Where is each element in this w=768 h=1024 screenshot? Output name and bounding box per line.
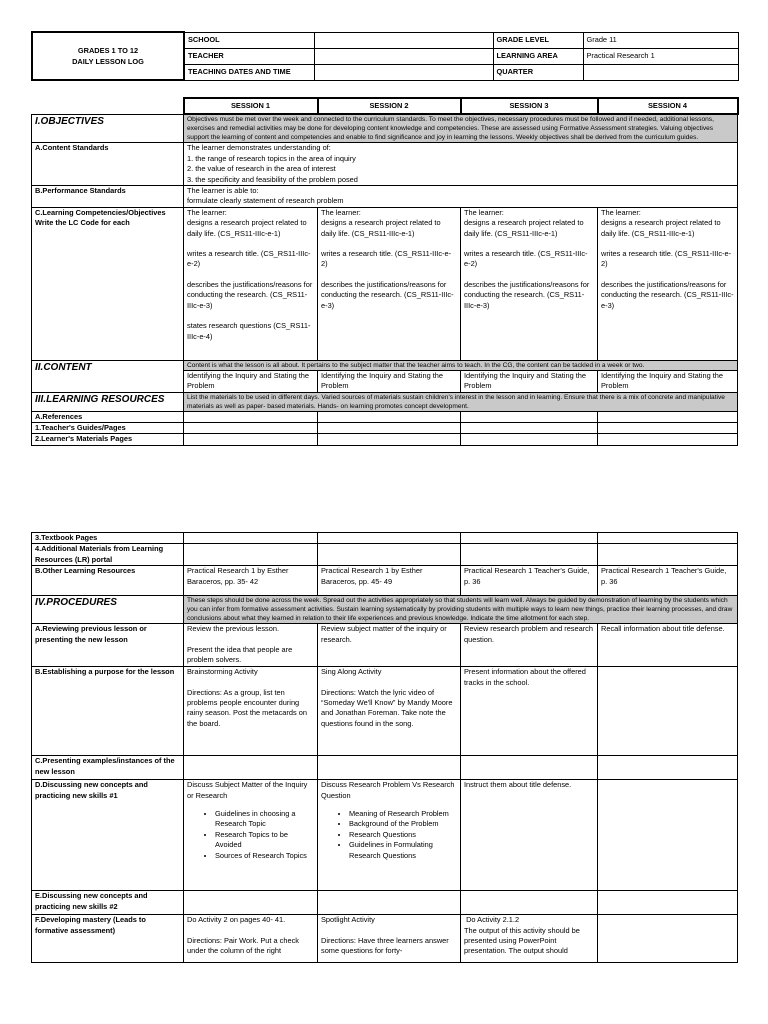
quarter-label: QUARTER (493, 64, 583, 80)
competency-item: states research questions (CS_RS11-IIIc-e-4) (187, 321, 311, 341)
procedure-text: Review the previous lesson. (187, 624, 280, 634)
doc-title (32, 32, 184, 80)
procedure-b-s3 (461, 667, 598, 756)
other-resources-s4: Practical Research 1 Teacher's Guide, p. 36 (598, 566, 738, 596)
competency-item: writes a research title. (CS_RS11-IIIc-e-2) (601, 249, 732, 269)
learning-resources-note: List the materials to be used in different days. Varied sources of materials sustain children's interest in the lesson and in learning. Ensure that there is a mix of concrete and manipulative materials as well as paper- based materials. Hands- on learning promotes concept development. (184, 392, 738, 411)
teacher-label: TEACHER (184, 48, 314, 64)
header-table (31, 31, 739, 81)
procedure-a-label: A.Reviewing previous lesson or presenting the new lesson (32, 624, 184, 667)
procedure-text: Sing Along Activity (321, 667, 382, 677)
procedure-text: Directions: As a group, list ten problems people encounter during rainy season. Post the metacards on the board. (187, 687, 310, 728)
content-standards-line: The learner demonstrates understanding of: (187, 143, 331, 153)
content-standards-text (184, 143, 738, 186)
competencies-session-3 (461, 207, 598, 360)
list-item: • Sources of Research Topics (215, 851, 314, 861)
procedure-c-s4 (598, 756, 738, 780)
learning-resources-heading: III.LEARNING RESOURCES (32, 392, 184, 411)
procedures-note: These steps should be done across the week. Spread out the activities appropriately so that students will learn well. Always be guided by demonstration of learning by the students which you can infer from formative assessment activities. Sustain learning systematically by providing students with multiple ways to learn new things, practice their learning processes, and draw conclusions about what they learned in relation to their life experiences and previous knowledge. Indicate the time allotment for each step. (184, 596, 738, 624)
session-2-header: SESSION 2 (318, 98, 461, 114)
grade-level-field[interactable]: Grade 11 (583, 32, 738, 48)
procedure-e-label: E.Discussing new concepts and practicing new skills #2 (32, 891, 184, 915)
content-standards-line: 2. the value of research in the area of interest (187, 164, 336, 174)
content-session-1: Identifying the Inquiry and Stating the Problem (184, 370, 318, 392)
textbook-s2 (318, 533, 461, 544)
learners-materials-label: 2.Learner's Materials Pages (32, 434, 184, 445)
procedure-e-s4 (598, 891, 738, 915)
objectives-heading: I.OBJECTIVES (32, 114, 184, 143)
procedure-f-s3 (461, 915, 598, 963)
school-label: SCHOOL (184, 32, 314, 48)
learners-materials-s1 (184, 434, 318, 445)
textbook-s1 (184, 533, 318, 544)
session-1-header: SESSION 1 (184, 98, 318, 114)
additional-s2 (318, 544, 461, 566)
references-s4 (598, 411, 738, 422)
textbook-s3 (461, 533, 598, 544)
sessions-corner (32, 98, 184, 114)
procedure-text: Review subject matter of the inquiry or research. (321, 624, 449, 644)
learning-area-field[interactable]: Practical Research 1 (583, 48, 738, 64)
procedure-text: Do Activity 2.1.2 The output of this activity should be presented using PowerPoint presentation. The output should (464, 915, 580, 956)
learners-materials-s3 (461, 434, 598, 445)
additional-s4 (598, 544, 738, 566)
procedure-text: Brainstorming Activity (187, 667, 258, 677)
procedure-text: Discuss Subject Matter of the Inquiry or Research (187, 780, 308, 800)
content-session-3: Identifying the Inquiry and Stating the Problem (461, 370, 598, 392)
teachers-guides-s1 (184, 423, 318, 434)
additional-materials-label: 4.Additional Materials from Learning Resources (LR) portal (32, 544, 184, 566)
procedure-b-s2 (318, 667, 461, 756)
competencies-session-4 (598, 207, 738, 360)
teachers-guides-label: 1.Teacher's Guides/Pages (32, 423, 184, 434)
competencies-session-2 (318, 207, 461, 360)
procedure-e-s3 (461, 891, 598, 915)
content-standards-line: 1. the range of research topics in the area of inquiry (187, 153, 356, 163)
procedure-c-s3 (461, 756, 598, 780)
procedure-text: Directions: Have three learners answer some questions for forty- (321, 935, 451, 956)
procedure-b-s4 (598, 667, 738, 756)
textbook-s4 (598, 533, 738, 544)
other-resources-s2: Practical Research 1 by Esther Baraceros, pp. 45- 49 (318, 566, 461, 596)
procedure-text: Spotlight Activity (321, 915, 375, 925)
procedure-d-s2-list (321, 809, 457, 861)
procedure-text: Present the idea that people are problem solvers. (187, 644, 295, 665)
procedure-f-label: F.Developing mastery (Leads to formative assessment) (32, 915, 184, 963)
learners-materials-s4 (598, 434, 738, 445)
competency-item: The learner: designs a research project related to daily life. (CS_RS11-IIIc-e-1) (187, 207, 307, 238)
procedure-d-s2 (318, 780, 461, 891)
teachers-guides-s4 (598, 423, 738, 434)
session-4-header: SESSION 4 (598, 98, 738, 114)
lesson-table-part2 (31, 532, 738, 963)
procedure-f-s4 (598, 915, 738, 963)
procedure-text: Do Activity 2 on pages 40- 41. (187, 915, 286, 925)
list-item: • Guidelines in Formulating Research Questions (349, 840, 457, 861)
teachers-guides-s3 (461, 423, 598, 434)
procedure-d-s1 (184, 780, 318, 891)
additional-s3 (461, 544, 598, 566)
procedure-d-s4 (598, 780, 738, 891)
list-item: • Background of the Problem (349, 819, 457, 829)
list-item: • Research Questions (349, 830, 457, 840)
competency-item: writes a research title. (CS_RS11-IIIc-e-2) (464, 249, 588, 269)
competency-item: The learner: designs a research project related to daily life. (CS_RS11-IIIc-e-1) (601, 207, 721, 238)
procedure-c-s1 (184, 756, 318, 780)
competency-item: describes the justifications/reasons for conducting the research. (CS_RS11-IIIc-e-3) (321, 279, 454, 310)
procedure-a-s3 (461, 624, 598, 667)
procedure-b-label: B.Establishing a purpose for the lesson (32, 667, 184, 756)
additional-s1 (184, 544, 318, 566)
performance-standards-line: formulate clearly statement of research problem (187, 196, 344, 206)
textbook-pages-label: 3.Textbook Pages (32, 533, 184, 544)
procedure-a-s1 (184, 624, 318, 667)
procedure-text: Present information about the offered tracks in the school. (464, 667, 588, 687)
teaching-dates-field[interactable] (314, 64, 493, 80)
procedure-text: Discuss Research Problem Vs Research Question (321, 780, 455, 800)
procedure-d-label: D.Discussing new concepts and practicing new skills #1 (32, 780, 184, 891)
teacher-field[interactable] (314, 48, 493, 64)
procedure-b-s1 (184, 667, 318, 756)
procedure-a-s4 (598, 624, 738, 667)
procedure-d-s1-list (187, 809, 314, 861)
list-item: • Meaning of Research Problem (349, 809, 457, 819)
teaching-dates-label: TEACHING DATES AND TIME (184, 64, 314, 80)
procedure-text: Directions: Pair Work. Put a check under the column of the right (187, 935, 302, 956)
grade-level-label: GRADE LEVEL (493, 32, 583, 48)
procedure-text: Recall information about title defense. (601, 624, 725, 634)
procedure-a-s2 (318, 624, 461, 667)
references-label: A.References (32, 411, 184, 422)
learning-area-label: LEARNING AREA (493, 48, 583, 64)
procedure-text: Review research problem and research question. (464, 624, 596, 644)
procedure-d-s3: Instruct them about title defense. (461, 780, 598, 891)
content-session-2: Identifying the Inquiry and Stating the Problem (318, 370, 461, 392)
competencies-label: C.Learning Competencies/Objectives Write the LC Code for each (32, 207, 184, 360)
objectives-note: Objectives must be met over the week and connected to the curriculum standards. To meet the objectives, necessary procedures must be followed and if needed, additional lessons, exercises and remedial activities may be done for developing content knowledge and competencies. These are assessed using Formative Assessment strategies. Valuing objectives support the learning of content and competencies and enable to find significance and joy in learning the lessons. Weekly objectives shall be derived from the curriculum guides. (184, 114, 738, 143)
session-3-header: SESSION 3 (461, 98, 598, 114)
competency-item: describes the justifications/reasons for conducting the research. (CS_RS11-IIIc-e-3) (187, 279, 315, 310)
list-item: • Research Topics to be Avoided (215, 830, 314, 851)
doc-title-line1: GRADES 1 TO 12 (77, 46, 139, 55)
lesson-table-part1 (31, 97, 739, 446)
procedure-e-s1 (184, 891, 318, 915)
procedure-e-s2 (318, 891, 461, 915)
performance-standards-text (184, 186, 738, 208)
competency-item: writes a research title. (CS_RS11-IIIc-e-2) (321, 249, 452, 269)
content-standards-line: 3. the specificity and feasibility of the problem posed (187, 174, 358, 184)
procedure-f-s1 (184, 915, 318, 963)
procedure-text: Directions: Watch the lyric video of “Someday We'll Know” by Mandy Moore and Jonathan Foreman. Take note the questions found in the song. (321, 687, 455, 728)
references-s2 (318, 411, 461, 422)
competency-item: describes the justifications/reasons for conducting the research. (CS_RS11-IIIc-e-3) (464, 279, 592, 310)
performance-standards-line: The learner is able to: (187, 186, 259, 196)
procedure-c-label: C.Presenting examples/instances of the new lesson (32, 756, 184, 780)
other-resources-label: B.Other Learning Resources (32, 566, 184, 596)
procedure-c-s2 (318, 756, 461, 780)
competency-item: describes the justifications/reasons for conducting the research. (CS_RS11-IIIc-e-3) (601, 279, 734, 310)
content-note: Content is what the lesson is all about. It pertains to the subject matter that the teacher aims to teach. In the CG, the content can be tackled in a week or two. (184, 360, 738, 370)
competencies-session-1 (184, 207, 318, 360)
performance-standards-label: B.Performance Standards (32, 186, 184, 208)
content-session-4: Identifying the Inquiry and Stating the Problem (598, 370, 738, 392)
doc-title-line2: DAILY LESSON LOG (72, 57, 144, 66)
list-item: • Guidelines in choosing a Research Topic (215, 809, 314, 830)
competency-item: The learner: designs a research project related to daily life. (CS_RS11-IIIc-e-1) (321, 207, 441, 238)
other-resources-s1: Practical Research 1 by Esther Baraceros, pp. 35- 42 (184, 566, 318, 596)
quarter-field[interactable] (583, 64, 738, 80)
references-s1 (184, 411, 318, 422)
procedure-f-s2 (318, 915, 461, 963)
teachers-guides-s2 (318, 423, 461, 434)
procedures-heading: IV.PROCEDURES (32, 596, 184, 624)
school-field[interactable] (314, 32, 493, 48)
other-resources-s3: Practical Research 1 Teacher's Guide, p. 36 (461, 566, 598, 596)
competency-item: The learner: designs a research project related to daily life. (CS_RS11-IIIc-e-1) (464, 207, 584, 238)
competency-item: writes a research title. (CS_RS11-IIIc-e-2) (187, 249, 311, 269)
references-s3 (461, 411, 598, 422)
content-standards-label: A.Content Standards (32, 143, 184, 186)
content-heading: II.CONTENT (32, 360, 184, 392)
learners-materials-s2 (318, 434, 461, 445)
